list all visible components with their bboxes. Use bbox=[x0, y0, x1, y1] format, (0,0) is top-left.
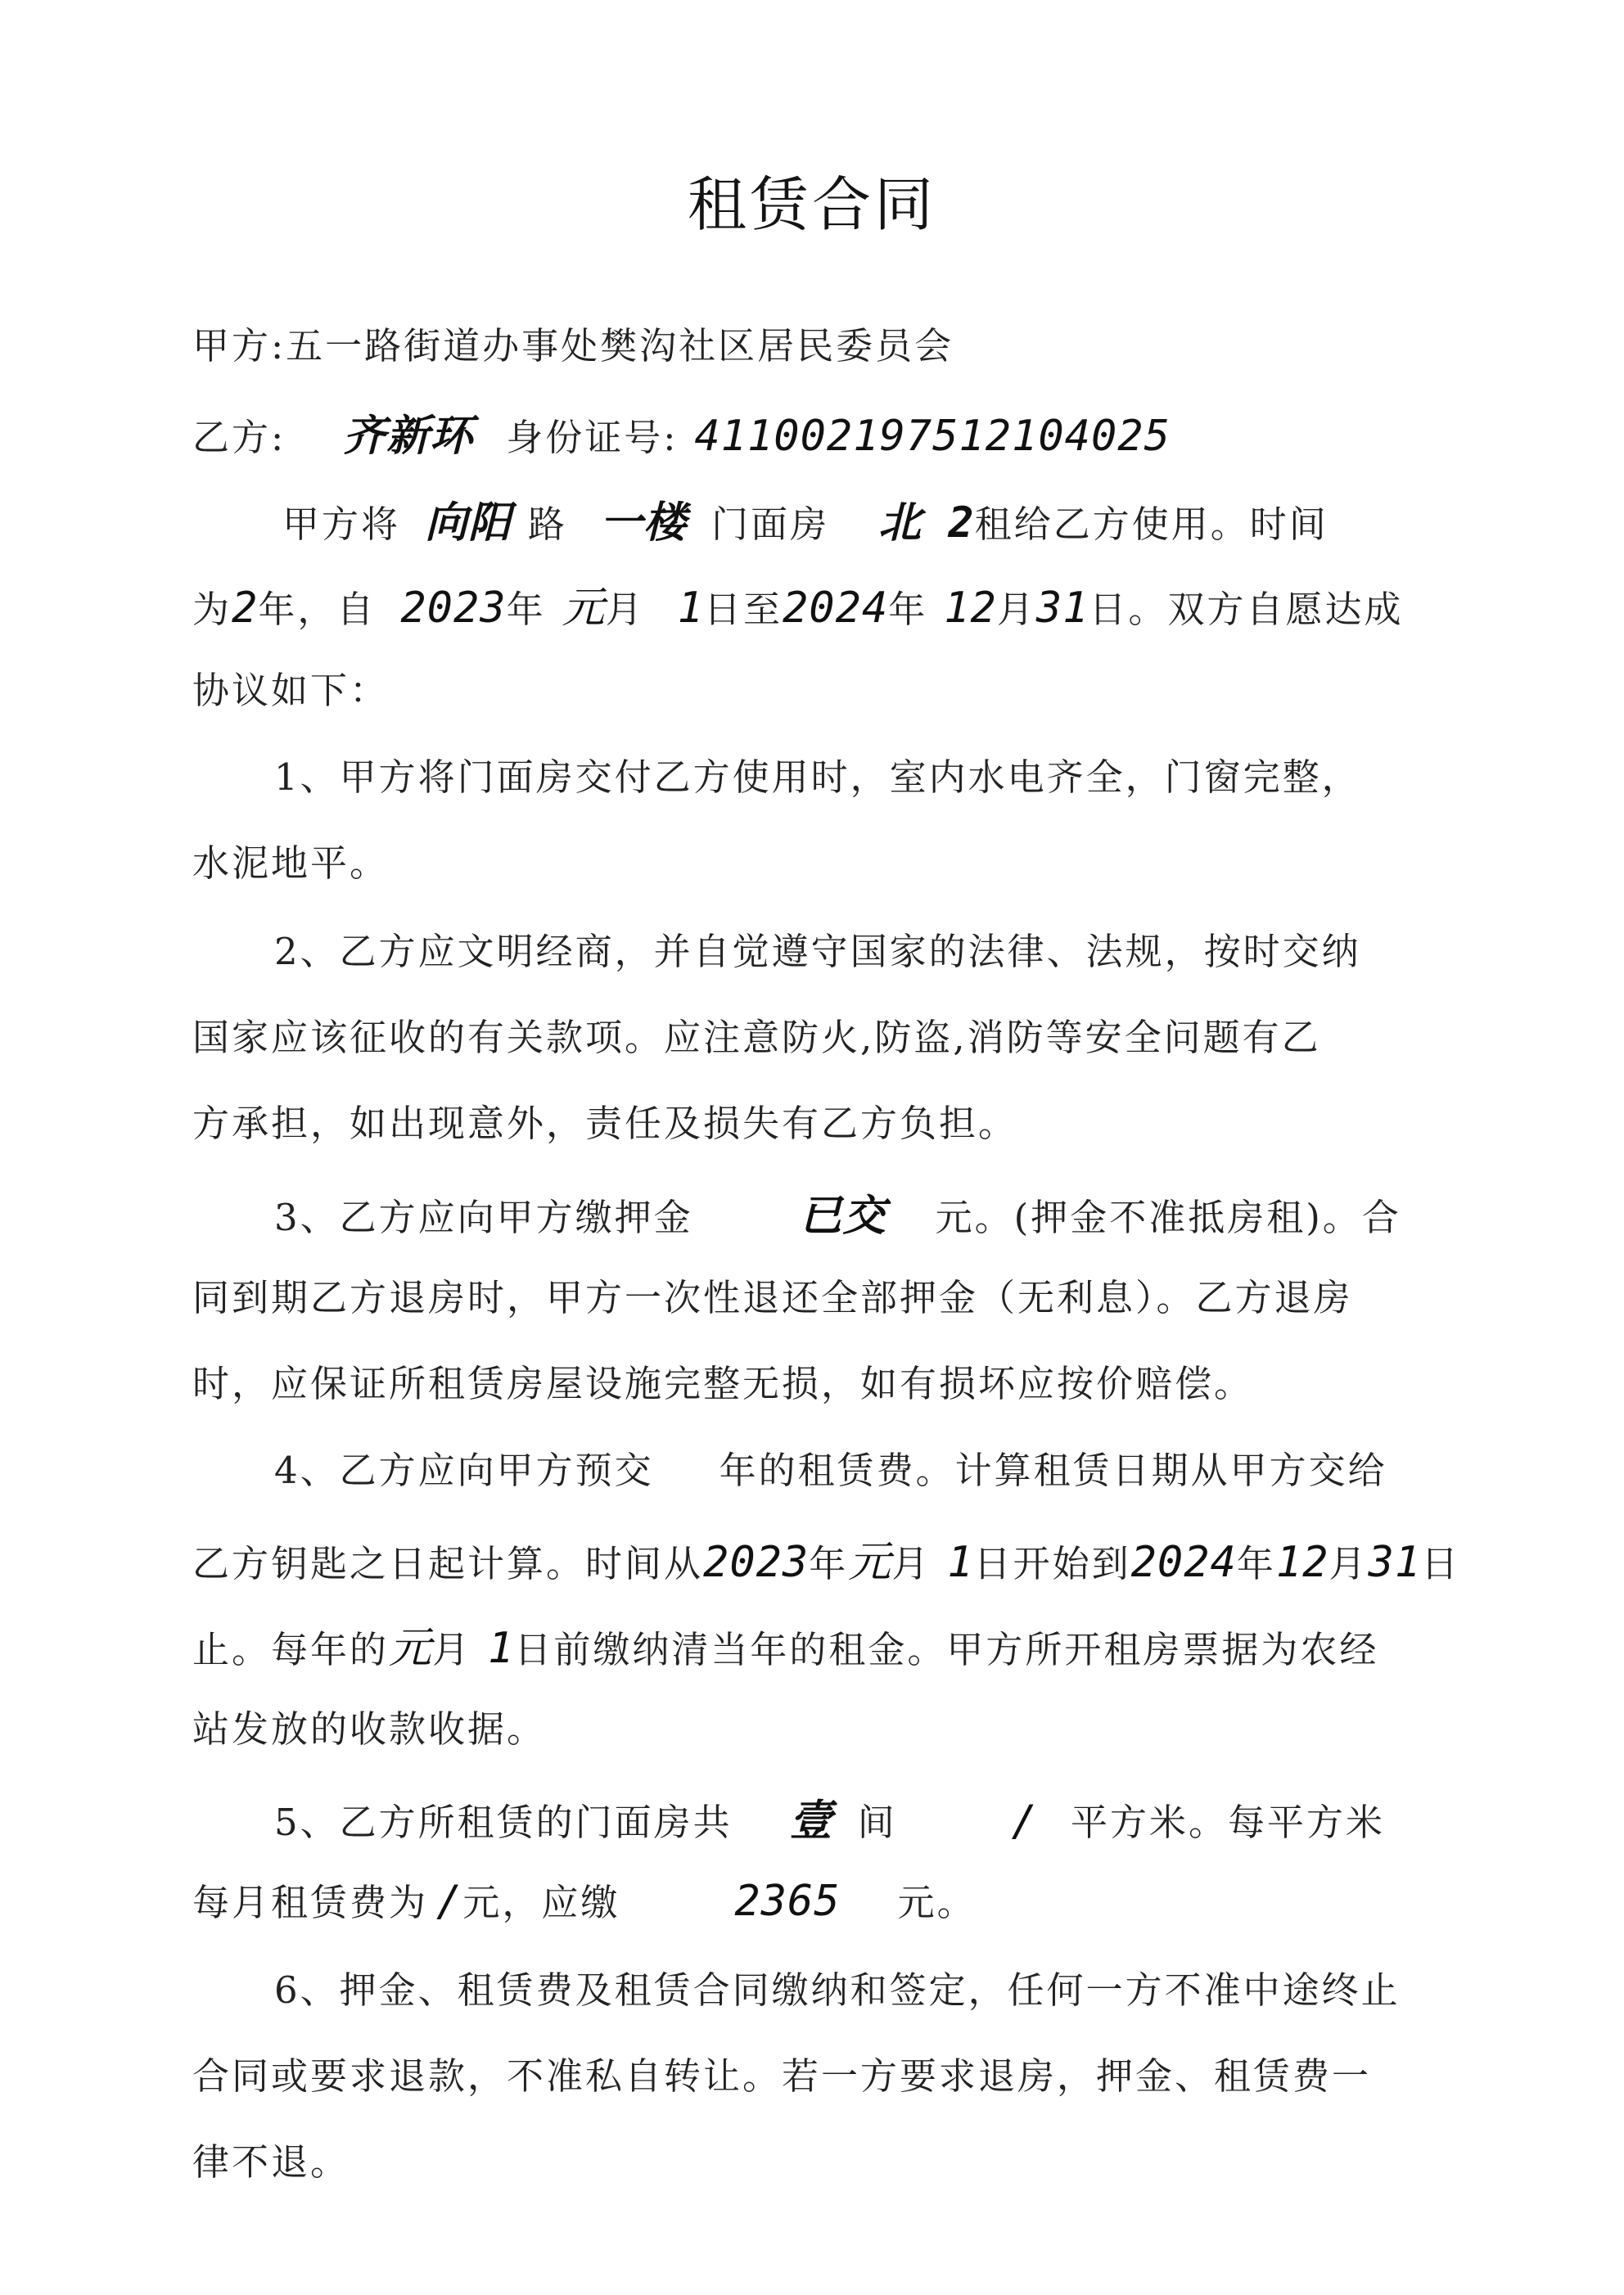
rent-end-year: 2024 bbox=[1130, 1538, 1237, 1587]
clause-6-line-1 bbox=[274, 1960, 1401, 2013]
clause-text: 合同或要求退款，不准私自转让。若一方要求退房，押金、租赁费一 bbox=[192, 2054, 1372, 2098]
intro-text: 为 bbox=[192, 588, 232, 631]
clause-2-line-1 bbox=[274, 922, 1361, 975]
party-b-name: 齐新环 bbox=[343, 412, 474, 461]
clause-3-line-2 bbox=[192, 1268, 1353, 1321]
start-year: 2023 bbox=[400, 584, 507, 633]
end-month: 12 bbox=[944, 584, 997, 633]
lease-years: 2 bbox=[232, 584, 259, 633]
clause-text: 乙方钥匙之日起计算。时间从 bbox=[192, 1542, 704, 1585]
clause-text: 站发放的收款收据。 bbox=[192, 1707, 547, 1751]
clause-3-line-3 bbox=[192, 1354, 1253, 1407]
start-day: 1 bbox=[677, 584, 704, 633]
rent-start-year: 2023 bbox=[703, 1538, 810, 1587]
clause-text: 月 bbox=[432, 1628, 472, 1671]
clause-text: 止。每年的 bbox=[192, 1628, 390, 1671]
clause-text: 年 bbox=[1236, 1542, 1276, 1585]
clause-text: 每月租赁费为 bbox=[192, 1881, 429, 1924]
road-name: 向阳 bbox=[425, 498, 512, 548]
clause-text: 日开始到 bbox=[973, 1542, 1131, 1585]
party-a-value: 五一路街道办事处樊沟社区居民委员会 bbox=[286, 324, 954, 367]
clause-text: 2、乙方应文明经商，并自觉遵守国家的法律、法规，按时交纳 bbox=[274, 930, 1361, 973]
intro-text: 月 bbox=[996, 588, 1036, 631]
party-b-label: 乙方: bbox=[192, 416, 286, 459]
clause-1-line-1 bbox=[274, 747, 1361, 800]
clause-text: 时，应保证所租赁房屋设施完整无损，如有损坏应按价赔偿。 bbox=[192, 1362, 1254, 1405]
clause-2-line-3 bbox=[192, 1093, 1017, 1147]
clause-text: 3、乙方应向甲方缴押金 bbox=[274, 1196, 693, 1239]
intro-line-2 bbox=[192, 573, 1403, 634]
shop-unit: 北 2 bbox=[878, 498, 975, 548]
deposit-value: 已交 bbox=[799, 1192, 886, 1241]
clause-text: 元。 bbox=[897, 1881, 977, 1924]
id-number: 411002197512104025 bbox=[694, 412, 1171, 461]
clause-text: 年 bbox=[809, 1542, 849, 1585]
clause-text: 月 bbox=[1329, 1542, 1369, 1585]
clause-text: 6、押金、租赁费及租赁合同缴纳和签定，任何一方不准中途终止 bbox=[274, 1968, 1401, 2012]
clause-4-line-2 bbox=[192, 1527, 1460, 1589]
pay-month: 元 bbox=[389, 1624, 433, 1673]
clause-text: 元。(押金不准抵房租)。合 bbox=[935, 1196, 1401, 1239]
building-floor: 一楼 bbox=[600, 498, 688, 548]
id-label: 身份证号: bbox=[506, 416, 679, 459]
start-month: 元 bbox=[562, 584, 606, 633]
rent-start-month: 元 bbox=[848, 1538, 892, 1587]
clause-text: 1、甲方将门面房交付乙方使用时，室内水电齐全，门窗完整， bbox=[274, 755, 1361, 799]
clause-2-line-2 bbox=[192, 1008, 1321, 1061]
intro-text: 租给乙方使用。时间 bbox=[974, 503, 1329, 546]
clause-text: 日 bbox=[1421, 1542, 1461, 1585]
party-a-label: 甲方: bbox=[192, 324, 286, 367]
end-day: 31 bbox=[1035, 584, 1089, 633]
clause-text: 国家应该征收的有关款项。应注意防火,防盗,消防等安全问题有乙 bbox=[192, 1016, 1321, 1059]
area-value: / bbox=[1011, 1797, 1038, 1846]
intro-text: 年 bbox=[888, 588, 928, 631]
intro-text: 日。双方自愿达成 bbox=[1089, 588, 1404, 631]
intro-line-3 bbox=[192, 661, 389, 714]
rate-value: / bbox=[436, 1877, 463, 1926]
clause-1-line-2 bbox=[192, 833, 389, 886]
clause-text: 元，应缴 bbox=[462, 1881, 620, 1924]
end-year: 2024 bbox=[782, 584, 889, 633]
room-count: 壹 bbox=[789, 1797, 833, 1846]
clause-5-line-2 bbox=[192, 1873, 977, 1926]
clause-text: 水泥地平。 bbox=[192, 841, 390, 885]
clause-text: 律不退。 bbox=[192, 2140, 350, 2184]
intro-text: 甲方将 bbox=[282, 503, 401, 546]
clause-4-line-3 bbox=[192, 1613, 1378, 1675]
intro-text: 月 bbox=[605, 588, 645, 631]
clause-4-line-4 bbox=[192, 1699, 546, 1752]
intro-text: 年 bbox=[506, 588, 546, 631]
rent-end-day: 31 bbox=[1368, 1538, 1422, 1587]
pay-day: 1 bbox=[488, 1624, 515, 1673]
amount-value: 2365 bbox=[734, 1877, 841, 1926]
party-a-line bbox=[192, 316, 954, 369]
intro-line-1 bbox=[282, 488, 1329, 549]
intro-text: 协议如下： bbox=[192, 669, 390, 712]
clause-3-line-1 bbox=[274, 1181, 1401, 1242]
rent-start-day: 1 bbox=[947, 1538, 974, 1587]
party-b-line bbox=[192, 401, 1171, 462]
clause-text: 方承担，如出现意外，责任及损失有乙方负担。 bbox=[192, 1102, 1018, 1145]
document-title: 租赁合同 bbox=[687, 170, 936, 239]
intro-text: 门面房 bbox=[711, 503, 830, 546]
clause-text: 平方米。每平方米 bbox=[1070, 1801, 1385, 1844]
clause-text: 同到期乙方退房时，甲方一次性退还全部押金（无利息）。乙方退房 bbox=[192, 1276, 1353, 1319]
intro-text: 路 bbox=[528, 503, 568, 546]
clause-text: 月 bbox=[891, 1542, 932, 1585]
rent-end-month: 12 bbox=[1275, 1538, 1329, 1587]
clause-5-line-1 bbox=[274, 1786, 1385, 1847]
clause-text: 年的租赁费。计算租赁日期从甲方交给 bbox=[719, 1449, 1387, 1492]
clause-text: 间 bbox=[857, 1801, 897, 1844]
clause-4-line-1 bbox=[274, 1441, 1387, 1494]
clause-text: 4、乙方应向甲方预交 bbox=[274, 1449, 654, 1492]
clause-6-line-2 bbox=[192, 2046, 1371, 2099]
clause-text: 日前缴纳清当年的租金。甲方所开租房票据为农经 bbox=[514, 1628, 1379, 1671]
intro-text: 日至 bbox=[703, 588, 783, 631]
clause-6-line-3 bbox=[192, 2132, 350, 2185]
intro-text: 年，自 bbox=[258, 588, 377, 631]
clause-text: 5、乙方所租赁的门面房共 bbox=[274, 1801, 733, 1844]
